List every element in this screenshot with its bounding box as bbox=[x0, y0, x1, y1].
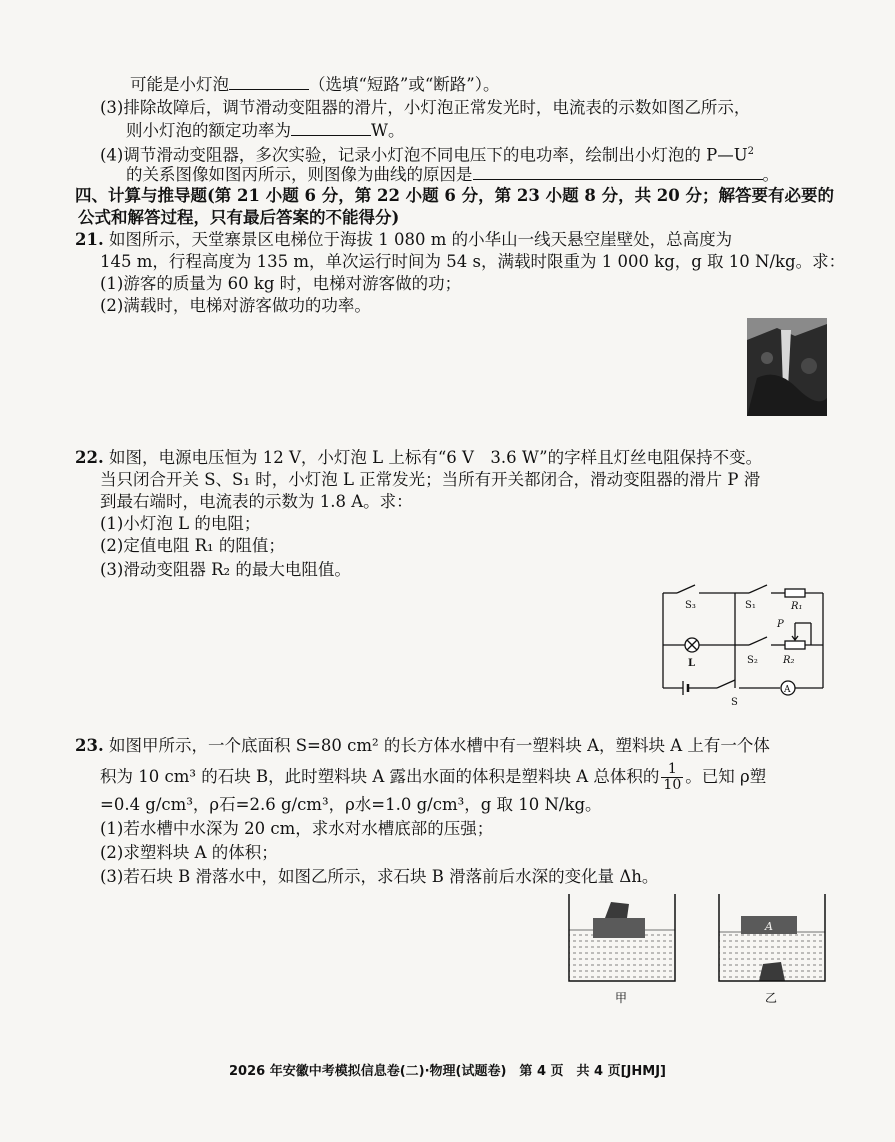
q23-line1 bbox=[75, 735, 770, 757]
q22-text: 如图，电源电压恒为 12 V，小灯泡 L 上标有“6 V 3.6 W”的字样且灯丝电阻保持不变。 bbox=[108, 448, 763, 467]
elevator-photo bbox=[747, 318, 827, 416]
question-number: 23. bbox=[75, 736, 104, 755]
tank-jia bbox=[569, 894, 675, 981]
q23-line2 bbox=[100, 762, 766, 793]
question-number: 21. bbox=[75, 230, 104, 249]
q20-sub4-cont bbox=[126, 163, 779, 186]
q22-line2: 当只闭合开关 S、S₁ 时，小灯泡 L 正常发光；当所有开关都闭合，滑动变阻器的滑片 P 滑 bbox=[100, 470, 761, 489]
q21-line2: 145 m，行程高度为 135 m，单次运行时间为 54 s，满载时限重为 1 000 kg，g 取 10 N/kg。求： bbox=[100, 252, 846, 271]
label-p: P bbox=[777, 619, 784, 630]
answer-blank[interactable] bbox=[229, 73, 309, 90]
label-r2: R₂ bbox=[783, 655, 795, 666]
label-s3: S₃ bbox=[685, 600, 696, 611]
q21-sub1: (1)游客的质量为 60 kg 时，电梯对游客做的功； bbox=[100, 274, 462, 293]
fig-label-yi: 乙 bbox=[765, 991, 778, 1005]
q21-sub2: (2)满载时，电梯对游客做功的功率。 bbox=[100, 296, 371, 315]
q23-sub2: (2)求塑料块 A 的体积； bbox=[100, 843, 278, 862]
q20-text: 可能是小灯泡 bbox=[130, 75, 229, 94]
q23-sub1: (1)若水槽中水深为 20 cm，求水对水槽底部的压强； bbox=[100, 819, 494, 838]
q20-text: 。 bbox=[762, 165, 779, 184]
answer-blank[interactable] bbox=[473, 163, 763, 180]
q21-line1 bbox=[75, 229, 732, 251]
answer-blank[interactable] bbox=[291, 119, 371, 136]
label-s2: S₂ bbox=[747, 655, 758, 666]
fraction-numerator: 1 bbox=[661, 762, 683, 778]
page-footer: 2026 年安徽中考模拟信息卷(二)·物理(试题卷) 第 4 页 共 4 页[JHMJ] bbox=[229, 1064, 666, 1079]
q21-text: 如图所示，天堂寨景区电梯位于海拔 1 080 m 的小华山一线天悬空崖壁处，总高度为 bbox=[108, 230, 733, 249]
circuit-diagram bbox=[655, 583, 835, 708]
label-s: S bbox=[731, 697, 738, 708]
q22-line3: 到最右端时，电流表的示数为 1.8 A。求： bbox=[100, 492, 413, 511]
tank-figures bbox=[555, 890, 835, 1005]
q23-text: 。已知 ρ塑 bbox=[685, 767, 767, 786]
label-l: L bbox=[688, 658, 696, 669]
fraction bbox=[661, 762, 683, 793]
q23-text: 如图甲所示，一个底面积 S=80 cm² 的长方体水槽中有一塑料块 A，塑料块 A 上有一个体 bbox=[108, 736, 770, 755]
label-ammeter: A bbox=[784, 685, 791, 695]
label-s1: S₁ bbox=[745, 600, 756, 611]
q20-sub3: (3)排除故障后，调节滑动变阻器的滑片，小灯泡正常发光时，电流表的示数如图乙所示， bbox=[100, 98, 751, 117]
section-heading-cont: 公式和解答过程，只有最后答案的不能得分) bbox=[78, 208, 400, 227]
tank-yi bbox=[719, 894, 825, 981]
superscript: 2 bbox=[747, 146, 754, 157]
q23-text: 积为 10 cm³ 的石块 B，此时塑料块 A 露出水面的体积是塑料块 A 总体积的 bbox=[100, 767, 660, 786]
q20-text: （选填“短路”或“断路”）。 bbox=[309, 75, 500, 94]
q20-line-blank1 bbox=[130, 73, 500, 96]
q22-sub2: (2)定值电阻 R₁ 的阻值； bbox=[100, 536, 285, 555]
q20-text: (4)调节滑动变阻器，多次实验，记录小灯泡不同电压下的电功率，绘制出小灯泡的 P—U bbox=[100, 145, 748, 165]
q20-text: 的关系图像如图丙所示，则图像为曲线的原因是 bbox=[126, 165, 473, 184]
question-number: 22. bbox=[75, 448, 104, 467]
q23-line3: =0.4 g/cm³，ρ石=2.6 g/cm³，ρ水=1.0 g/cm³，g 取 10 N/kg。 bbox=[100, 795, 602, 814]
fig-label-jia: 甲 bbox=[615, 991, 628, 1005]
label-a: A bbox=[765, 920, 773, 933]
q23-sub3: (3)若石块 B 滑落水中，如图乙所示，求石块 B 滑落前后水深的变化量 Δh。 bbox=[100, 867, 659, 886]
fraction-denominator: 10 bbox=[663, 777, 682, 793]
q20-sub3-cont bbox=[126, 119, 404, 142]
q22-sub3: (3)滑动变阻器 R₂ 的最大电阻值。 bbox=[100, 560, 351, 579]
q20-text: W。 bbox=[371, 121, 405, 140]
label-r1: R₁ bbox=[791, 601, 803, 612]
q22-sub1: (1)小灯泡 L 的电阻； bbox=[100, 514, 261, 533]
section-heading: 四、计算与推导题(第 21 小题 6 分，第 22 小题 6 分，第 23 小题 8 分，共 20 分；解答要有必要的 bbox=[75, 186, 835, 205]
q22-line1 bbox=[75, 447, 762, 469]
q20-text: 则小灯泡的额定功率为 bbox=[126, 121, 291, 140]
